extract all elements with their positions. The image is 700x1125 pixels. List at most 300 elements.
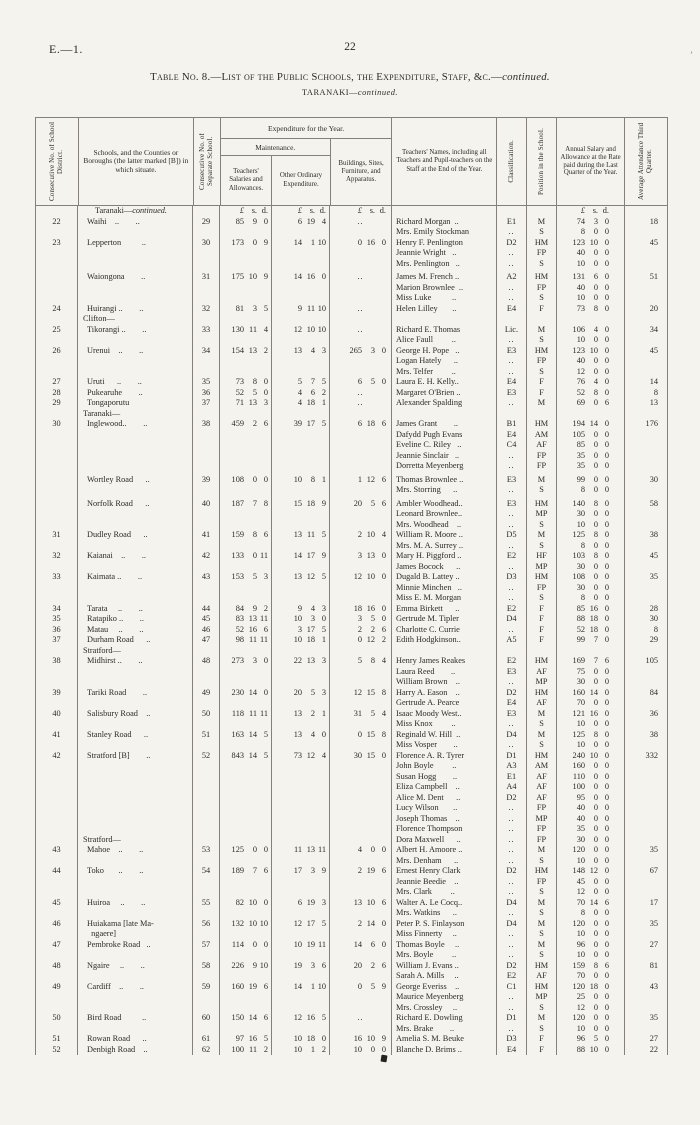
cell-school-name: Norfolk Road ..	[78, 496, 193, 510]
cell-position: F	[527, 635, 557, 646]
table-title: Table No. 8.—List of the Public Schools, the Expenditure, Staff, &c.—continued.	[150, 71, 550, 83]
cell-teachers-salaries	[220, 248, 272, 259]
table-row	[35, 485, 668, 496]
cell-annual-salary: 108 0 0	[557, 572, 625, 583]
cell-other-expenditure: 13 4 3	[272, 346, 330, 357]
cell-other-expenditure	[272, 259, 330, 270]
cell-other-expenditure	[272, 1024, 330, 1035]
cell-annual-salary: 105 0 0	[557, 430, 625, 441]
header-maintenance-title: Maintenance.	[221, 139, 330, 156]
cell-attendance: 45	[625, 551, 668, 562]
table-row	[35, 614, 668, 625]
cell-school-no	[193, 908, 220, 919]
cell-classification: ..	[497, 520, 527, 531]
cell-position: AF	[527, 782, 557, 793]
cell-teacher-name: Peter P. S. Finlayson	[392, 919, 497, 930]
cell-position: AF	[527, 440, 557, 451]
cell-teachers-salaries	[220, 646, 272, 657]
cell-attendance: 17	[625, 898, 668, 909]
cell-district-no: 32	[35, 551, 78, 562]
cell-annual-salary: 10 0 0	[557, 335, 625, 346]
cell-annual-salary: 25 0 0	[557, 992, 625, 1003]
cell-teacher-name: Margaret O'Brien ..	[392, 388, 497, 399]
cell-other-expenditure	[272, 803, 330, 814]
cell-classification: D1	[497, 751, 527, 762]
cell-school-no	[193, 667, 220, 678]
cell-position: S	[527, 719, 557, 730]
cell-classification: E2	[497, 971, 527, 982]
cell-other-expenditure	[272, 929, 330, 940]
cell-attendance: 35	[625, 572, 668, 583]
cell-district-no	[35, 356, 78, 367]
cell-district-no	[35, 877, 78, 888]
table-row	[35, 824, 668, 835]
cell-teachers-salaries: 114 0 0	[220, 940, 272, 951]
cell-school-name	[78, 887, 193, 898]
cell-annual-salary: 120 18 0	[557, 982, 625, 993]
cell-position: AF	[527, 971, 557, 982]
cell-teacher-name: James Grant ..	[392, 419, 497, 430]
cell-annual-salary: 120 0 0	[557, 1013, 625, 1024]
cell-annual-salary: 8 0 0	[557, 908, 625, 919]
cell-classification: ..	[497, 583, 527, 594]
header-expenditure-title: Expenditure for the Year.	[221, 118, 392, 139]
cell-classification: ..	[497, 293, 527, 304]
cell-school-no	[193, 314, 220, 325]
table-row	[35, 856, 668, 867]
cell-other-expenditure: 10 19 11	[272, 940, 330, 951]
cell-teacher-name: Mrs. Clark ..	[392, 887, 497, 898]
header-position-label: Position in the School.	[537, 127, 545, 195]
cell-attendance	[625, 971, 668, 982]
cell-district-no: 45	[35, 898, 78, 909]
cell-classification: D2	[497, 793, 527, 804]
cell-other-expenditure	[272, 409, 330, 420]
cell-buildings: 0 15 8	[330, 730, 392, 741]
cell-teachers-salaries: 85 9 0	[220, 217, 272, 228]
cell-classification: D2	[497, 961, 527, 972]
cell-district-no	[35, 667, 78, 678]
cell-attendance	[625, 877, 668, 888]
cell-annual-salary: 148 12 0	[557, 866, 625, 877]
cell-buildings	[330, 971, 392, 982]
cell-classification: ..	[497, 356, 527, 367]
cell-district-no: 52	[35, 1045, 78, 1056]
cell-classification: E3	[497, 388, 527, 399]
cell-other-expenditure	[272, 677, 330, 688]
cell-school-name: ngaere]	[78, 929, 193, 940]
cell-school-name	[78, 824, 193, 835]
cell-school-name: Pukearuhe ..	[78, 388, 193, 399]
cell-position: F	[527, 1045, 557, 1056]
cell-teacher-name: Laura E. H. Kelly..	[392, 377, 497, 388]
table-row	[35, 898, 668, 909]
cell-teacher-name: Henry James Reakes	[392, 656, 497, 667]
cell-school-name: Taranaki—continued.	[78, 206, 193, 217]
table-row	[35, 709, 668, 720]
cell-other-expenditure: 10 3 0	[272, 614, 330, 625]
cell-position: MP	[527, 562, 557, 573]
table-row	[35, 283, 668, 294]
cell-other-expenditure: 10 18 1	[272, 635, 330, 646]
cell-teacher-name: Richard Morgan ..	[392, 217, 497, 228]
cell-annual-salary: 40 0 0	[557, 803, 625, 814]
cell-school-no: 34	[193, 346, 220, 357]
cell-school-name	[78, 719, 193, 730]
cell-annual-salary: 10 0 0	[557, 520, 625, 531]
cell-annual-salary: 95 0 0	[557, 793, 625, 804]
cell-buildings: 2 14 0	[330, 919, 392, 930]
cell-attendance: 67	[625, 866, 668, 877]
cell-attendance	[625, 646, 668, 657]
table-row	[35, 238, 668, 249]
cell-school-name	[78, 283, 193, 294]
cell-buildings	[330, 440, 392, 451]
cell-teacher-name	[392, 409, 497, 420]
table-row	[35, 367, 668, 378]
cell-district-no	[35, 929, 78, 940]
cell-school-name	[78, 509, 193, 520]
cell-district-no	[35, 461, 78, 472]
cell-teachers-salaries	[220, 562, 272, 573]
cell-teachers-salaries	[220, 293, 272, 304]
cell-buildings: ..	[330, 325, 392, 336]
cell-position: S	[527, 887, 557, 898]
cell-position: HM	[527, 866, 557, 877]
cell-teacher-name: Joseph Thomas ..	[392, 814, 497, 825]
header-classification	[497, 118, 527, 205]
cell-classification: C4	[497, 440, 527, 451]
cell-school-name	[78, 430, 193, 441]
cell-other-expenditure: 12 17 5	[272, 919, 330, 930]
cell-district-no	[35, 814, 78, 825]
cell-classification: ..	[497, 929, 527, 940]
cell-position	[527, 206, 557, 217]
cell-position: AF	[527, 793, 557, 804]
cell-other-expenditure: 14 17 9	[272, 551, 330, 562]
cell-school-name	[78, 950, 193, 961]
cell-position: M	[527, 940, 557, 951]
cell-classification	[497, 646, 527, 657]
cell-school-no: 36	[193, 388, 220, 399]
cell-teachers-salaries	[220, 856, 272, 867]
cell-attendance: 14	[625, 377, 668, 388]
table-row	[35, 719, 668, 730]
cell-teachers-salaries: 118 11 11	[220, 709, 272, 720]
cell-teacher-name: Charlotte C. Currie	[392, 625, 497, 636]
cell-district-no	[35, 440, 78, 451]
cell-other-expenditure: 14 1 10	[272, 238, 330, 249]
cell-buildings	[330, 520, 392, 531]
cell-annual-salary: 99 7 0	[557, 635, 625, 646]
cell-position: M	[527, 398, 557, 409]
cell-attendance: 43	[625, 982, 668, 993]
cell-district-no: 43	[35, 845, 78, 856]
cell-teachers-salaries: 125 0 0	[220, 845, 272, 856]
cell-buildings	[330, 583, 392, 594]
cell-annual-salary: 8 0 0	[557, 541, 625, 552]
cell-school-name	[78, 793, 193, 804]
cell-attendance	[625, 761, 668, 772]
cell-district-no	[35, 248, 78, 259]
cell-district-no	[35, 1024, 78, 1035]
cell-position: HM	[527, 751, 557, 762]
cell-attendance	[625, 667, 668, 678]
cell-teachers-salaries	[220, 950, 272, 961]
cell-classification: ..	[497, 248, 527, 259]
table-row	[35, 971, 668, 982]
cell-classification: ..	[497, 677, 527, 688]
cell-school-no	[193, 367, 220, 378]
cell-annual-salary: 40 0 0	[557, 356, 625, 367]
cell-annual-salary: 121 16 0	[557, 709, 625, 720]
cell-annual-salary: 40 0 0	[557, 283, 625, 294]
cell-teachers-salaries: 52 16 6	[220, 625, 272, 636]
cell-teachers-salaries	[220, 740, 272, 751]
cell-buildings	[330, 677, 392, 688]
table-row	[35, 887, 668, 898]
cell-position: F	[527, 304, 557, 315]
cell-school-name: Durham Road ..	[78, 635, 193, 646]
cell-position: AM	[527, 430, 557, 441]
cell-teachers-salaries	[220, 583, 272, 594]
cell-buildings	[330, 259, 392, 270]
cell-attendance: 105	[625, 656, 668, 667]
table-row	[35, 593, 668, 604]
cell-classification: ..	[497, 259, 527, 270]
cell-teacher-name: Mary H. Piggford ..	[392, 551, 497, 562]
cell-position: F	[527, 604, 557, 615]
cell-attendance	[625, 793, 668, 804]
cell-buildings: ..	[330, 398, 392, 409]
cell-district-no	[35, 908, 78, 919]
cell-annual-salary: 88 18 0	[557, 614, 625, 625]
cell-buildings: 6 5 0	[330, 377, 392, 388]
cell-buildings: ..	[330, 388, 392, 399]
cell-school-name: Stratford—	[78, 646, 193, 657]
cell-annual-salary: 120 0 0	[557, 845, 625, 856]
cell-district-no	[35, 782, 78, 793]
cell-other-expenditure: 4 18 1	[272, 398, 330, 409]
cell-school-name	[78, 761, 193, 772]
cell-other-expenditure	[272, 887, 330, 898]
cell-other-expenditure	[272, 782, 330, 793]
cell-annual-salary: 88 10 0	[557, 1045, 625, 1056]
cell-teacher-name: Albert H. Amoore ..	[392, 845, 497, 856]
cell-buildings	[330, 646, 392, 657]
cell-attendance	[625, 1003, 668, 1014]
cell-district-no: 29	[35, 398, 78, 409]
table-row	[35, 248, 668, 259]
table-row	[35, 1034, 668, 1045]
cell-teachers-salaries	[220, 761, 272, 772]
cell-school-no	[193, 824, 220, 835]
cell-district-no	[35, 485, 78, 496]
cell-other-expenditure	[272, 971, 330, 982]
cell-buildings	[330, 667, 392, 678]
cell-position: F	[527, 1034, 557, 1045]
cell-attendance	[625, 541, 668, 552]
cell-position: HM	[527, 572, 557, 583]
cell-school-no	[193, 461, 220, 472]
cell-teacher-name: Richard E. Thomas	[392, 325, 497, 336]
cell-district-no	[35, 509, 78, 520]
cell-school-name	[78, 293, 193, 304]
cell-classification: D5	[497, 530, 527, 541]
cell-teacher-name: Walter A. Le Cocq..	[392, 898, 497, 909]
cell-annual-salary: 52 18 0	[557, 625, 625, 636]
table-row	[35, 346, 668, 357]
cell-position: HM	[527, 269, 557, 283]
header-other-expenditure: Other Ordinary Expenditure.	[279, 172, 323, 188]
cell-school-name: Tarata .. ..	[78, 604, 193, 615]
cell-position: S	[527, 227, 557, 238]
cell-teacher-name: Gertrude M. Tipler	[392, 614, 497, 625]
cell-teachers-salaries: 97 16 5	[220, 1034, 272, 1045]
cell-teachers-salaries: 459 2 6	[220, 419, 272, 430]
cell-buildings	[330, 248, 392, 259]
cell-buildings	[330, 814, 392, 825]
cell-school-name	[78, 541, 193, 552]
cell-other-expenditure	[272, 793, 330, 804]
cell-annual-salary: 35 0 0	[557, 451, 625, 462]
cell-school-name: Mahoe .. ..	[78, 845, 193, 856]
cell-annual-salary: 45 0 0	[557, 877, 625, 888]
cell-annual-salary: 125 8 0	[557, 730, 625, 741]
cell-annual-salary: 12 0 0	[557, 367, 625, 378]
cell-district-no	[35, 293, 78, 304]
cell-attendance: 8	[625, 625, 668, 636]
cell-school-no	[193, 283, 220, 294]
cell-school-no	[193, 335, 220, 346]
cell-school-no	[193, 698, 220, 709]
cell-buildings	[330, 485, 392, 496]
cell-school-no	[193, 782, 220, 793]
table-row	[35, 908, 668, 919]
cell-other-expenditure: 9 11 10	[272, 304, 330, 315]
cell-district-no: 50	[35, 1013, 78, 1024]
cell-classification: ..	[497, 1024, 527, 1035]
cell-district-no: 22	[35, 217, 78, 228]
document-reference: E.—1.	[49, 42, 83, 56]
cell-buildings	[330, 367, 392, 378]
cell-buildings: ..	[330, 304, 392, 315]
cell-other-expenditure	[272, 520, 330, 531]
cell-school-no: 62	[193, 1045, 220, 1056]
cell-school-no: 31	[193, 269, 220, 283]
cell-position: S	[527, 367, 557, 378]
cell-school-name	[78, 908, 193, 919]
table-row	[35, 509, 668, 520]
cell-teacher-name: Emma Birkett ..	[392, 604, 497, 615]
cell-school-no: 59	[193, 982, 220, 993]
cell-school-name	[78, 782, 193, 793]
cell-district-no: 36	[35, 625, 78, 636]
cell-position: MP	[527, 814, 557, 825]
cell-buildings	[330, 929, 392, 940]
cell-school-no: 37	[193, 398, 220, 409]
table-row	[35, 740, 668, 751]
table-row	[35, 388, 668, 399]
cell-other-expenditure	[272, 814, 330, 825]
cell-annual-salary: 40 0 0	[557, 814, 625, 825]
cell-teacher-name: James M. French ..	[392, 269, 497, 283]
cell-annual-salary: 12 0 0	[557, 1003, 625, 1014]
cell-teacher-name: Jeannie Beedie ..	[392, 877, 497, 888]
cell-teacher-name	[392, 646, 497, 657]
cell-district-no: 30	[35, 419, 78, 430]
cell-other-expenditure	[272, 950, 330, 961]
table-row	[35, 541, 668, 552]
table-row	[35, 461, 668, 472]
cell-buildings: 20 5 6	[330, 496, 392, 510]
cell-school-name	[78, 971, 193, 982]
cell-position: S	[527, 293, 557, 304]
cell-position: MP	[527, 509, 557, 520]
cell-other-expenditure: £ s. d.	[272, 206, 330, 217]
cell-position: S	[527, 1003, 557, 1014]
cell-district-no	[35, 496, 78, 510]
cell-attendance	[625, 782, 668, 793]
cell-other-expenditure	[272, 248, 330, 259]
table-row	[35, 677, 668, 688]
header-district-no	[36, 118, 79, 205]
cell-other-expenditure: 13 4 0	[272, 730, 330, 741]
cell-classification: A3	[497, 761, 527, 772]
cell-school-no	[193, 887, 220, 898]
cell-school-no	[193, 646, 220, 657]
cell-school-name: Kaimata .. ..	[78, 572, 193, 583]
cell-classification: ..	[497, 887, 527, 898]
cell-school-name: Ngaire .. ..	[78, 961, 193, 972]
cell-teacher-name: Mrs. Penlington ..	[392, 259, 497, 270]
cell-buildings: 13 10 6	[330, 898, 392, 909]
cell-other-expenditure	[272, 1003, 330, 1014]
cell-school-no	[193, 950, 220, 961]
cell-district-no	[35, 283, 78, 294]
cell-school-name: Huiakama [late Ma-	[78, 919, 193, 930]
cell-district-no	[35, 793, 78, 804]
cell-school-no: 61	[193, 1034, 220, 1045]
cell-school-name	[78, 259, 193, 270]
cell-district-no	[35, 950, 78, 961]
cell-school-name: Toko .. ..	[78, 866, 193, 877]
table-row	[35, 520, 668, 531]
cell-school-no: 40	[193, 496, 220, 510]
cell-other-expenditure	[272, 740, 330, 751]
cell-position: M	[527, 919, 557, 930]
header-classification-label: Classification.	[507, 140, 515, 183]
cell-classification: A5	[497, 635, 527, 646]
cell-other-expenditure: 13 12 5	[272, 572, 330, 583]
cell-teacher-name: Florence A. R. Tyrer	[392, 751, 497, 762]
cell-school-name	[78, 740, 193, 751]
cell-other-expenditure	[272, 485, 330, 496]
cell-school-no	[193, 971, 220, 982]
cell-other-expenditure: 4 6 2	[272, 388, 330, 399]
cell-teachers-salaries	[220, 1024, 272, 1035]
table-row	[35, 293, 668, 304]
cell-attendance: 35	[625, 1013, 668, 1024]
cell-district-no: 35	[35, 614, 78, 625]
table-row	[35, 377, 668, 388]
cell-buildings: 20 2 6	[330, 961, 392, 972]
cell-other-expenditure: 6 19 3	[272, 898, 330, 909]
cell-other-expenditure: 22 13 3	[272, 656, 330, 667]
cell-position: HM	[527, 961, 557, 972]
table-row	[35, 451, 668, 462]
cell-attendance: 35	[625, 919, 668, 930]
